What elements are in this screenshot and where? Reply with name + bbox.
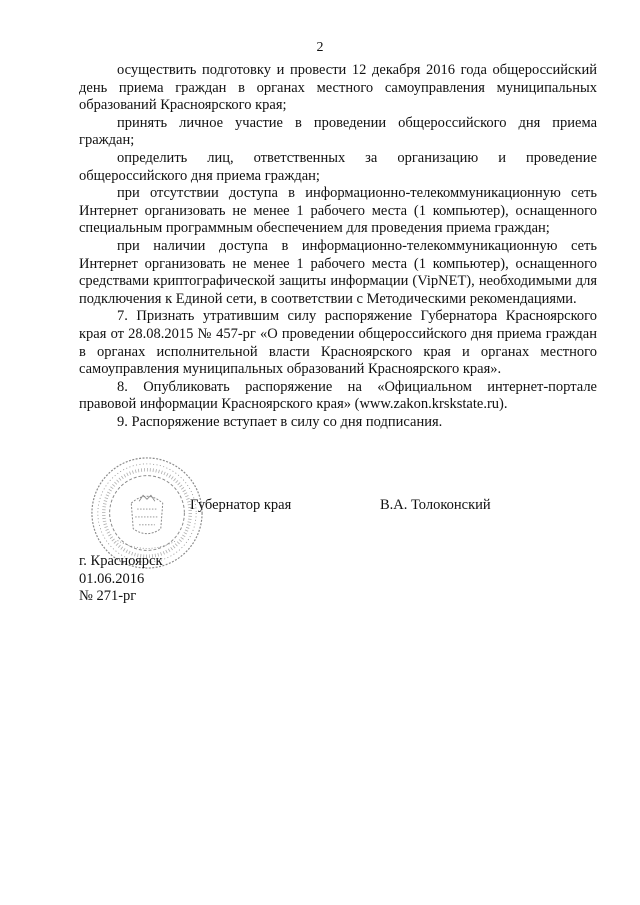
paragraph-4: при отсутствии доступа в информационно-телекоммуникационную сеть Интернет организовать не менее 1 рабочего места (1 компьютер), оснащенного специальным программным обеспечением для проведения приема граждан; — [79, 185, 597, 237]
city: г. Красноярск — [79, 553, 163, 569]
paragraph-8: 9. Распоряжение вступает в силу со дня подписания. — [117, 413, 443, 430]
document-footer — [79, 553, 163, 606]
paragraph-2: принять личное участие в проведении общероссийского дня приема граждан; — [79, 114, 597, 149]
date: 01.06.2016 — [79, 570, 145, 587]
signature-name: В.А. Толоконский — [380, 497, 491, 513]
document-number: № 271-рг — [79, 588, 137, 605]
paragraph-6: 7. Признать утратившим силу распоряжение Губернатора Красноярского края от 28.08.2015 № 457-рг «О проведении общероссийского дня приема граждан в органах исполнительной власти Красноярского края и органах местного самоуправления муниципальных образований Красноярского края». — [79, 308, 597, 378]
document-body — [79, 62, 597, 431]
signature-title: Губернатор края — [190, 497, 292, 513]
page-number: 2 — [316, 40, 324, 55]
paragraph-5: при наличии доступа в информационно-телекоммуникационную сеть Интернет организовать не менее 1 рабочего места (1 компьютер), оснащенного средствами криптографической защиты информации (VipNET), необходимыми для подключения к Единой сети, в соответствии с Методическими рекомендациями. — [79, 237, 597, 307]
paragraph-1: осуществить подготовку и провести 12 декабря 2016 года общероссийский день приема граждан в органах местного самоуправления муниципальных образований Красноярского края; — [79, 62, 597, 114]
paragraph-7: 8. Опубликовать распоряжение на «Официальном интернет-портале правовой информации Красноярского края» (www.zakon.krskstate.ru). — [79, 378, 597, 413]
paragraph-3: определить лиц, ответственных за организацию и проведение общероссийского дня приема граждан; — [79, 149, 597, 184]
